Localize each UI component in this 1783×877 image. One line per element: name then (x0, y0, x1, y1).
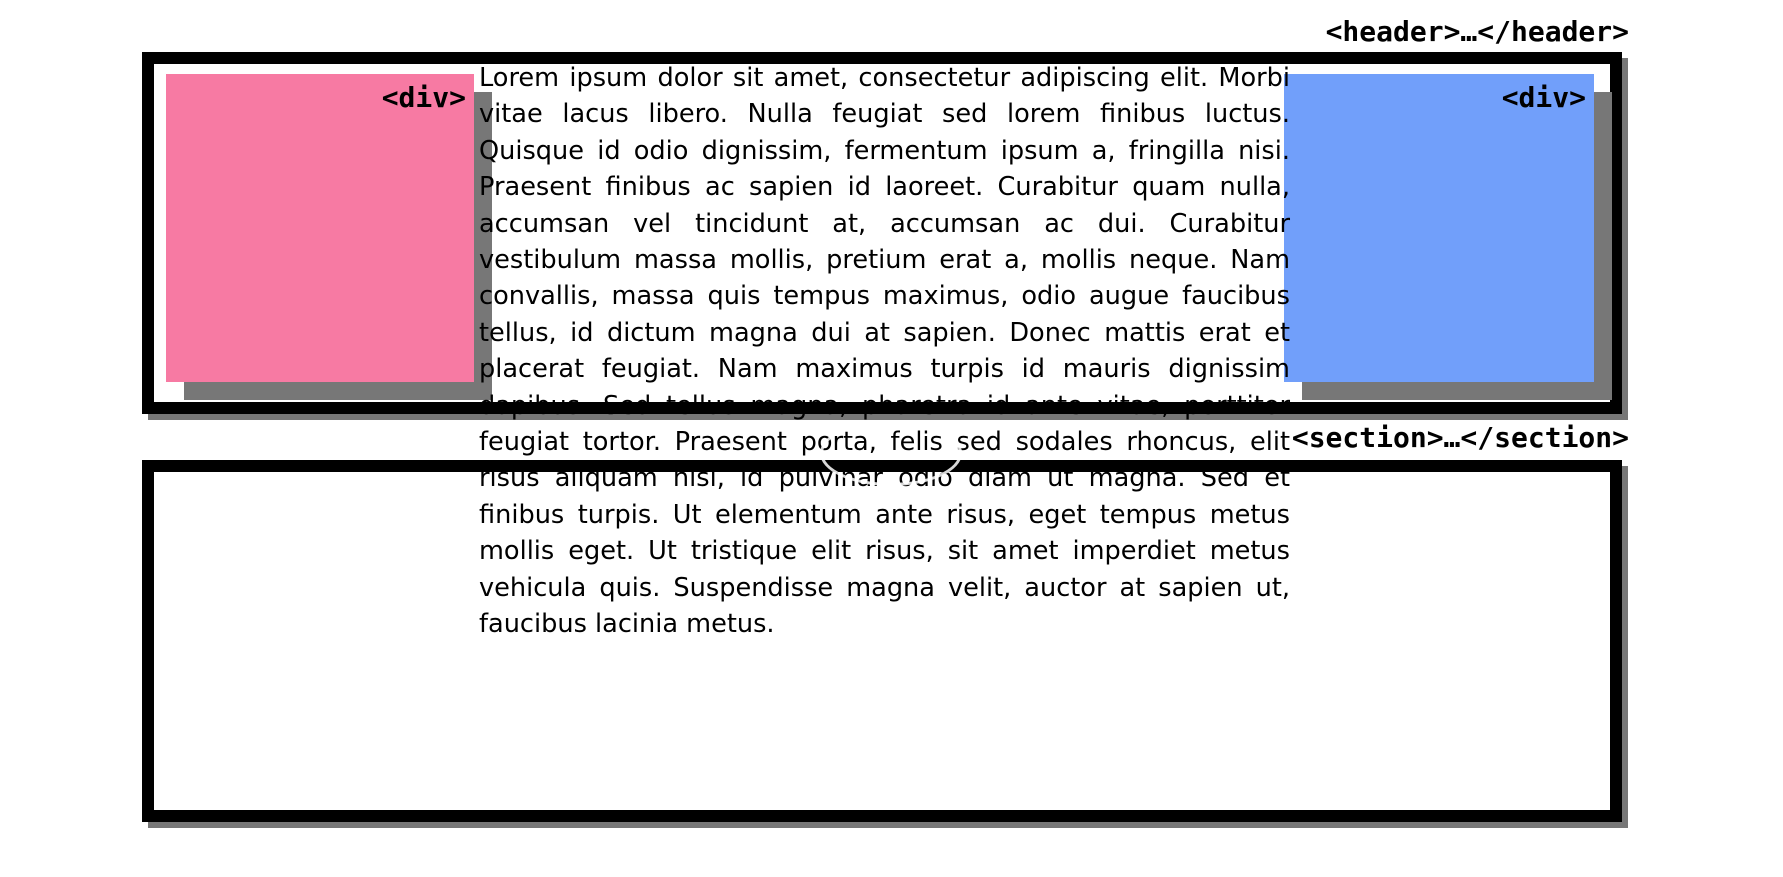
section-tag-label: <section>…</section> (1291, 421, 1629, 454)
right-div-label: <div> (1501, 81, 1586, 114)
left-float-div (166, 74, 474, 382)
left-div-label: <div> (381, 81, 466, 114)
lorem-paragraph: Lorem ipsum dolor sit amet, consectetur adipiscing elit. Morbi vitae lacus libero. Nulla feugiat sed lorem finibus luctus. Quisque id odio dignissim, fermentum ipsum a, fringilla nisi. Praesent finibus ac sapien id laoreet. Curabitur quam nulla, accumsan vel tincidunt at, accumsan ac dui. Curabitur vestibulum massa mollis, pretium erat a, mollis neque. Nam convallis, massa quis tempus maximus, odio augue faucibus tellus, id dictum magna dui at sapien. Donec mattis erat et placerat feugiat. Nam maximus turpis id mauris dignissim dapibus. Sed tellus magna, pharetra id ante vitae, porttitor feugiat tortor. Praesent porta, felis sed sodales rhoncus, elit risus aliquam nisi, id pulvinar odio diam ut magna. Sed et finibus turpis. Ut elementum ante risus, eget tempus metus mollis eget. Ut tristique elit risus, sit amet imperdiet metus vehicula quis. Suspendisse magna velit, auctor at sapien ut, faucibus lacinia metus. (479, 63, 1290, 640)
header-tag-label: <header>…</header> (1325, 15, 1629, 48)
right-float-div (1284, 74, 1594, 382)
